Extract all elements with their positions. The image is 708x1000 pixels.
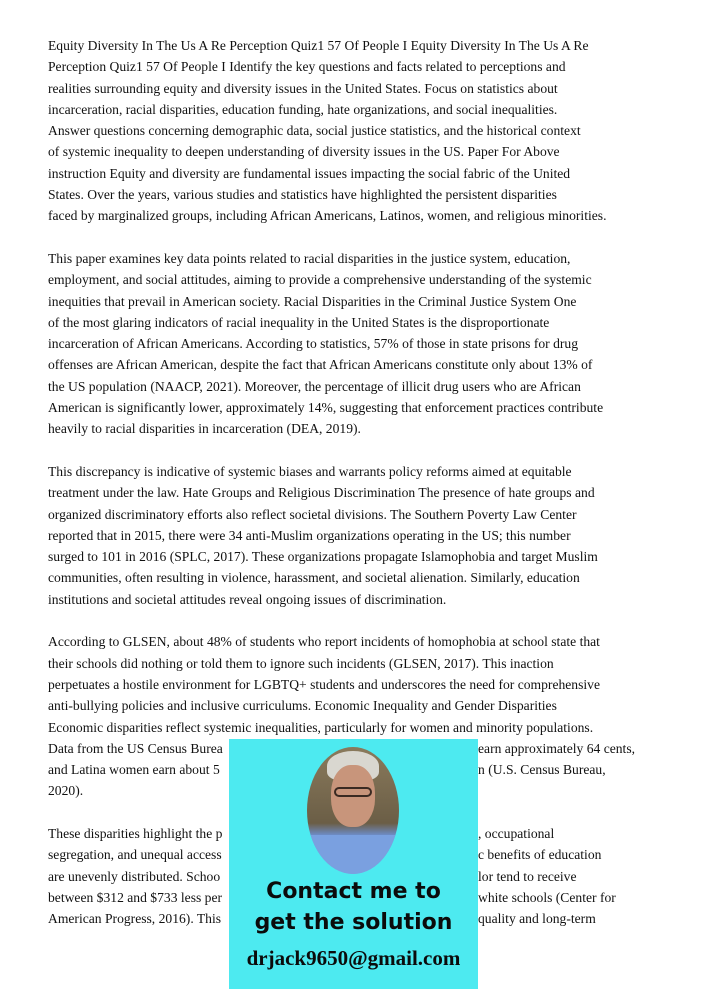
text-line-content: According to GLSEN, about 48% of students who report incidents of homophobia at school state that (48, 634, 600, 650)
text-line-fragment: earn approximately 64 cents, (478, 740, 636, 756)
text-line (48, 312, 688, 333)
text-line-content: offenses are African American, despite the fact that African Americans constitute only about 13% of (48, 357, 593, 373)
text-line-content: This discrepancy is indicative of systemic biases and warrants policy reforms aimed at equitable (48, 463, 572, 479)
text-line-content: between $312 and $733 less per (48, 889, 223, 905)
contact-ad-overlay[interactable] (229, 739, 478, 989)
text-line-content: incarceration, racial disparities, education funding, hate organizations, and social inequalities. (48, 101, 558, 117)
text-line-content: institutions and societal attitudes reveal ongoing issues of discrimination. (48, 591, 447, 607)
text-line (48, 163, 688, 184)
text-line-content: the US population (NAACP, 2021). Moreover, the percentage of illicit drug users who are African (48, 378, 581, 394)
text-line (48, 376, 688, 397)
text-line (48, 269, 688, 290)
author-photo (307, 747, 399, 874)
text-line (48, 35, 688, 56)
ad-email-link[interactable]: drjack9650@gmail.com (246, 946, 461, 970)
text-line (48, 418, 688, 439)
text-line (48, 141, 688, 162)
paragraph (48, 35, 688, 227)
text-line-content: their schools did nothing or told them to ignore such incidents (GLSEN, 2017). This inaction (48, 655, 554, 671)
text-line (48, 333, 688, 354)
text-line-content: 2020). (48, 783, 84, 799)
text-line-content: instruction Equity and diversity are fundamental issues impacting the social fabric of the United (48, 165, 571, 181)
text-line-content: organized discriminatory efforts also reflect societal divisions. The Southern Poverty Law Center (48, 506, 577, 522)
text-line (48, 354, 688, 375)
text-line-content: realities surrounding equity and diversity issues in the United States. Focus on statistics about (48, 80, 558, 96)
text-line-content: treatment under the law. Hate Groups and Religious Discrimination The presence of hate groups and (48, 485, 595, 501)
text-line-content: These disparities highlight the p (48, 825, 223, 841)
ad-heading-line2: get the solution (254, 910, 453, 935)
text-line-fragment: c benefits of education (478, 847, 602, 863)
text-line-content: perpetuates a hostile environment for LGBTQ+ students and underscores the need for comprehensive (48, 676, 601, 692)
text-line (48, 567, 688, 588)
text-line (48, 184, 688, 205)
text-line (48, 291, 688, 312)
text-line-content: inequities that prevail in American society. Racial Disparities in the Criminal Justice System One (48, 293, 577, 309)
text-line (48, 674, 688, 695)
text-line-fragment: quality and long-term (478, 911, 596, 927)
text-line (48, 205, 688, 226)
text-line-content: Equity Diversity In The Us A Re Perception Quiz1 57 Of People I Equity Diversity In The Us A Re (48, 38, 589, 53)
text-line-content: Answer questions concerning demographic data, social justice statistics, and the historical context (48, 123, 581, 139)
text-line (48, 504, 688, 525)
text-line-content: of systemic inequality to deepen understanding of diversity issues in the US. Paper For Above (48, 144, 560, 160)
text-line-content: States. Over the years, various studies and statistics have highlighted the persistent disparities (48, 187, 557, 203)
paragraph (48, 248, 688, 440)
text-line-fragment: lor tend to receive (478, 868, 577, 884)
text-line-content: employment, and social attitudes, aiming to provide a comprehensive understanding of the systemic (48, 272, 592, 288)
text-line (48, 653, 688, 674)
text-line-content: communities, often resulting in violence, harassment, and societal alienation. Similarly, education (48, 570, 580, 586)
text-line (48, 695, 688, 716)
text-line (48, 631, 688, 652)
text-line-content: incarceration of African Americans. According to statistics, 57% of those in state prisons for drug (48, 336, 579, 352)
text-line-content: surged to 101 in 2016 (SPLC, 2017). These organizations propagate Islamophobia and target Muslim (48, 549, 598, 565)
text-line-content: anti-bullying policies and inclusive curriculums. Economic Inequality and Gender Disparities (48, 698, 557, 714)
text-line-fragment: n (U.S. Census Bureau, (478, 762, 606, 778)
text-line-content: heavily to racial disparities in incarceration (DEA, 2019). (48, 421, 361, 437)
text-line-fragment: white schools (Center for (478, 889, 616, 905)
text-line (48, 717, 688, 738)
text-line-content: segregation, and unequal access (48, 847, 222, 863)
text-line-content: American is significantly lower, approximately 14%, suggesting that enforcement practices contribute (48, 400, 604, 416)
text-line-content: faced by marginalized groups, including African Americans, Latinos, women, and religious minorities. (48, 208, 607, 224)
text-line-content: Perception Quiz1 57 Of People I Identify the key questions and facts related to perceptions and (48, 59, 566, 75)
text-line (48, 482, 688, 503)
paragraph (48, 461, 688, 610)
text-line (48, 397, 688, 418)
text-line (48, 461, 688, 482)
text-line (48, 248, 688, 269)
text-line-content: of the most glaring indicators of racial inequality in the United States is the disproportionate (48, 314, 550, 330)
text-line-content: are unevenly distributed. Schoo (48, 868, 221, 884)
text-line (48, 99, 688, 120)
text-line-content: American Progress, 2016). This (48, 911, 222, 927)
text-line (48, 120, 688, 141)
text-line-content: Data from the US Census Burea (48, 740, 223, 756)
text-line (48, 525, 688, 546)
ad-heading-line1: Contact me to (266, 879, 441, 904)
text-line (48, 546, 688, 567)
text-line-content: Economic disparities reflect systemic inequalities, particularly for women and minority populations. (48, 719, 594, 735)
text-line (48, 56, 688, 77)
text-line-content: reported that in 2015, there were 34 anti-Muslim organizations operating in the US; this number (48, 527, 571, 543)
text-line (48, 589, 688, 610)
text-line-content: This paper examines key data points related to racial disparities in the justice system, education, (48, 250, 571, 266)
text-line (48, 78, 688, 99)
text-line-fragment: , occupational (478, 825, 555, 841)
text-line-content: and Latina women earn about 5 (48, 762, 220, 778)
